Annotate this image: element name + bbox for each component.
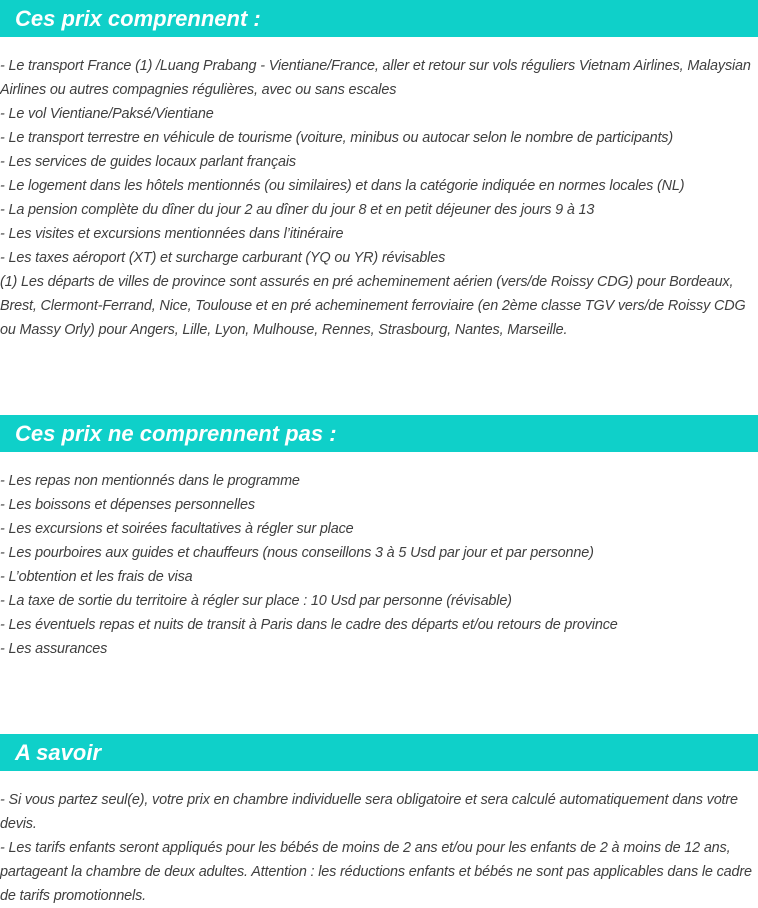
list-item: - Les pourboires aux guides et chauffeurs (nous conseillons 3 à 5 Usd par jour et par personne) [0, 545, 594, 561]
list-item: - Les taxes aéroport (XT) et surcharge carburant (YQ ou YR) révisables [0, 250, 446, 266]
list-item: - Les boissons et dépenses personnelles [0, 497, 255, 513]
list-item: - Le vol Vientiane/Paksé/Vientiane [0, 106, 214, 122]
list-item: - La pension complète du dîner du jour 2 au dîner du jour 8 et en petit déjeuner des jours 9 à 13 [0, 202, 595, 218]
section-title-banner: Ces prix comprennent : [0, 0, 758, 37]
list-item: - Les tarifs enfants seront appliqués pour les bébés de moins de 2 ans et/ou pour les enfants de 2 à moins de 12 ans, partageant la chambre de deux adultes. Attention : les réductions enfants et bébés ne sont pas applicables dans le cadre de tarifs promotionnels. [0, 840, 752, 904]
list-item: - Si vous partez seul(e), votre prix en chambre individuelle sera obligatoire et sera calculé automatiquement dans votre devis. [0, 792, 738, 832]
section-not-included [0, 415, 758, 661]
list-item: - Les assurances [0, 641, 108, 657]
list-item: - Les excursions et soirées facultatives à régler sur place [0, 521, 354, 537]
section-content [0, 788, 758, 908]
section-included [0, 0, 758, 342]
section-content [0, 469, 758, 661]
section-content [0, 54, 758, 342]
list-item: - La taxe de sortie du territoire à régler sur place : 10 Usd par personne (révisable) [0, 593, 512, 609]
list-item: - L’obtention et les frais de visa [0, 569, 193, 585]
list-item: - Les éventuels repas et nuits de transit à Paris dans le cadre des départs et/ou retours de province [0, 617, 618, 633]
footnote: (1) Les départs de villes de province sont assurés en pré acheminement aérien (vers/de Roissy CDG) pour Bordeaux, Brest, Clermont-Ferrand, Nice, Toulouse et en pré acheminement ferroviaire (en 2ème classe TGV vers/de Roissy CDG ou Massy Orly) pour Angers, Lille, Lyon, Mulhouse, Rennes, Strasbourg, Nantes, Marseille. [0, 274, 746, 338]
list-item: - Le transport France (1) /Luang Prabang - Vientiane/France, aller et retour sur vols réguliers Vietnam Airlines, Malaysian Airlines ou autres compagnies régulières, avec ou sans escales [0, 58, 751, 98]
list-item: - Le transport terrestre en véhicule de tourisme (voiture, minibus ou autocar selon le nombre de participants) [0, 130, 673, 146]
section-title-banner: A savoir [0, 734, 758, 771]
list-item: - Le logement dans les hôtels mentionnés (ou similaires) et dans la catégorie indiquée en normes locales (NL) [0, 178, 685, 194]
list-item: - Les visites et excursions mentionnées dans l’itinéraire [0, 226, 344, 242]
list-item: - Les services de guides locaux parlant français [0, 154, 296, 170]
section-title-banner: Ces prix ne comprennent pas : [0, 415, 758, 452]
section-good-to-know [0, 734, 758, 908]
list-item: - Les repas non mentionnés dans le programme [0, 473, 300, 489]
